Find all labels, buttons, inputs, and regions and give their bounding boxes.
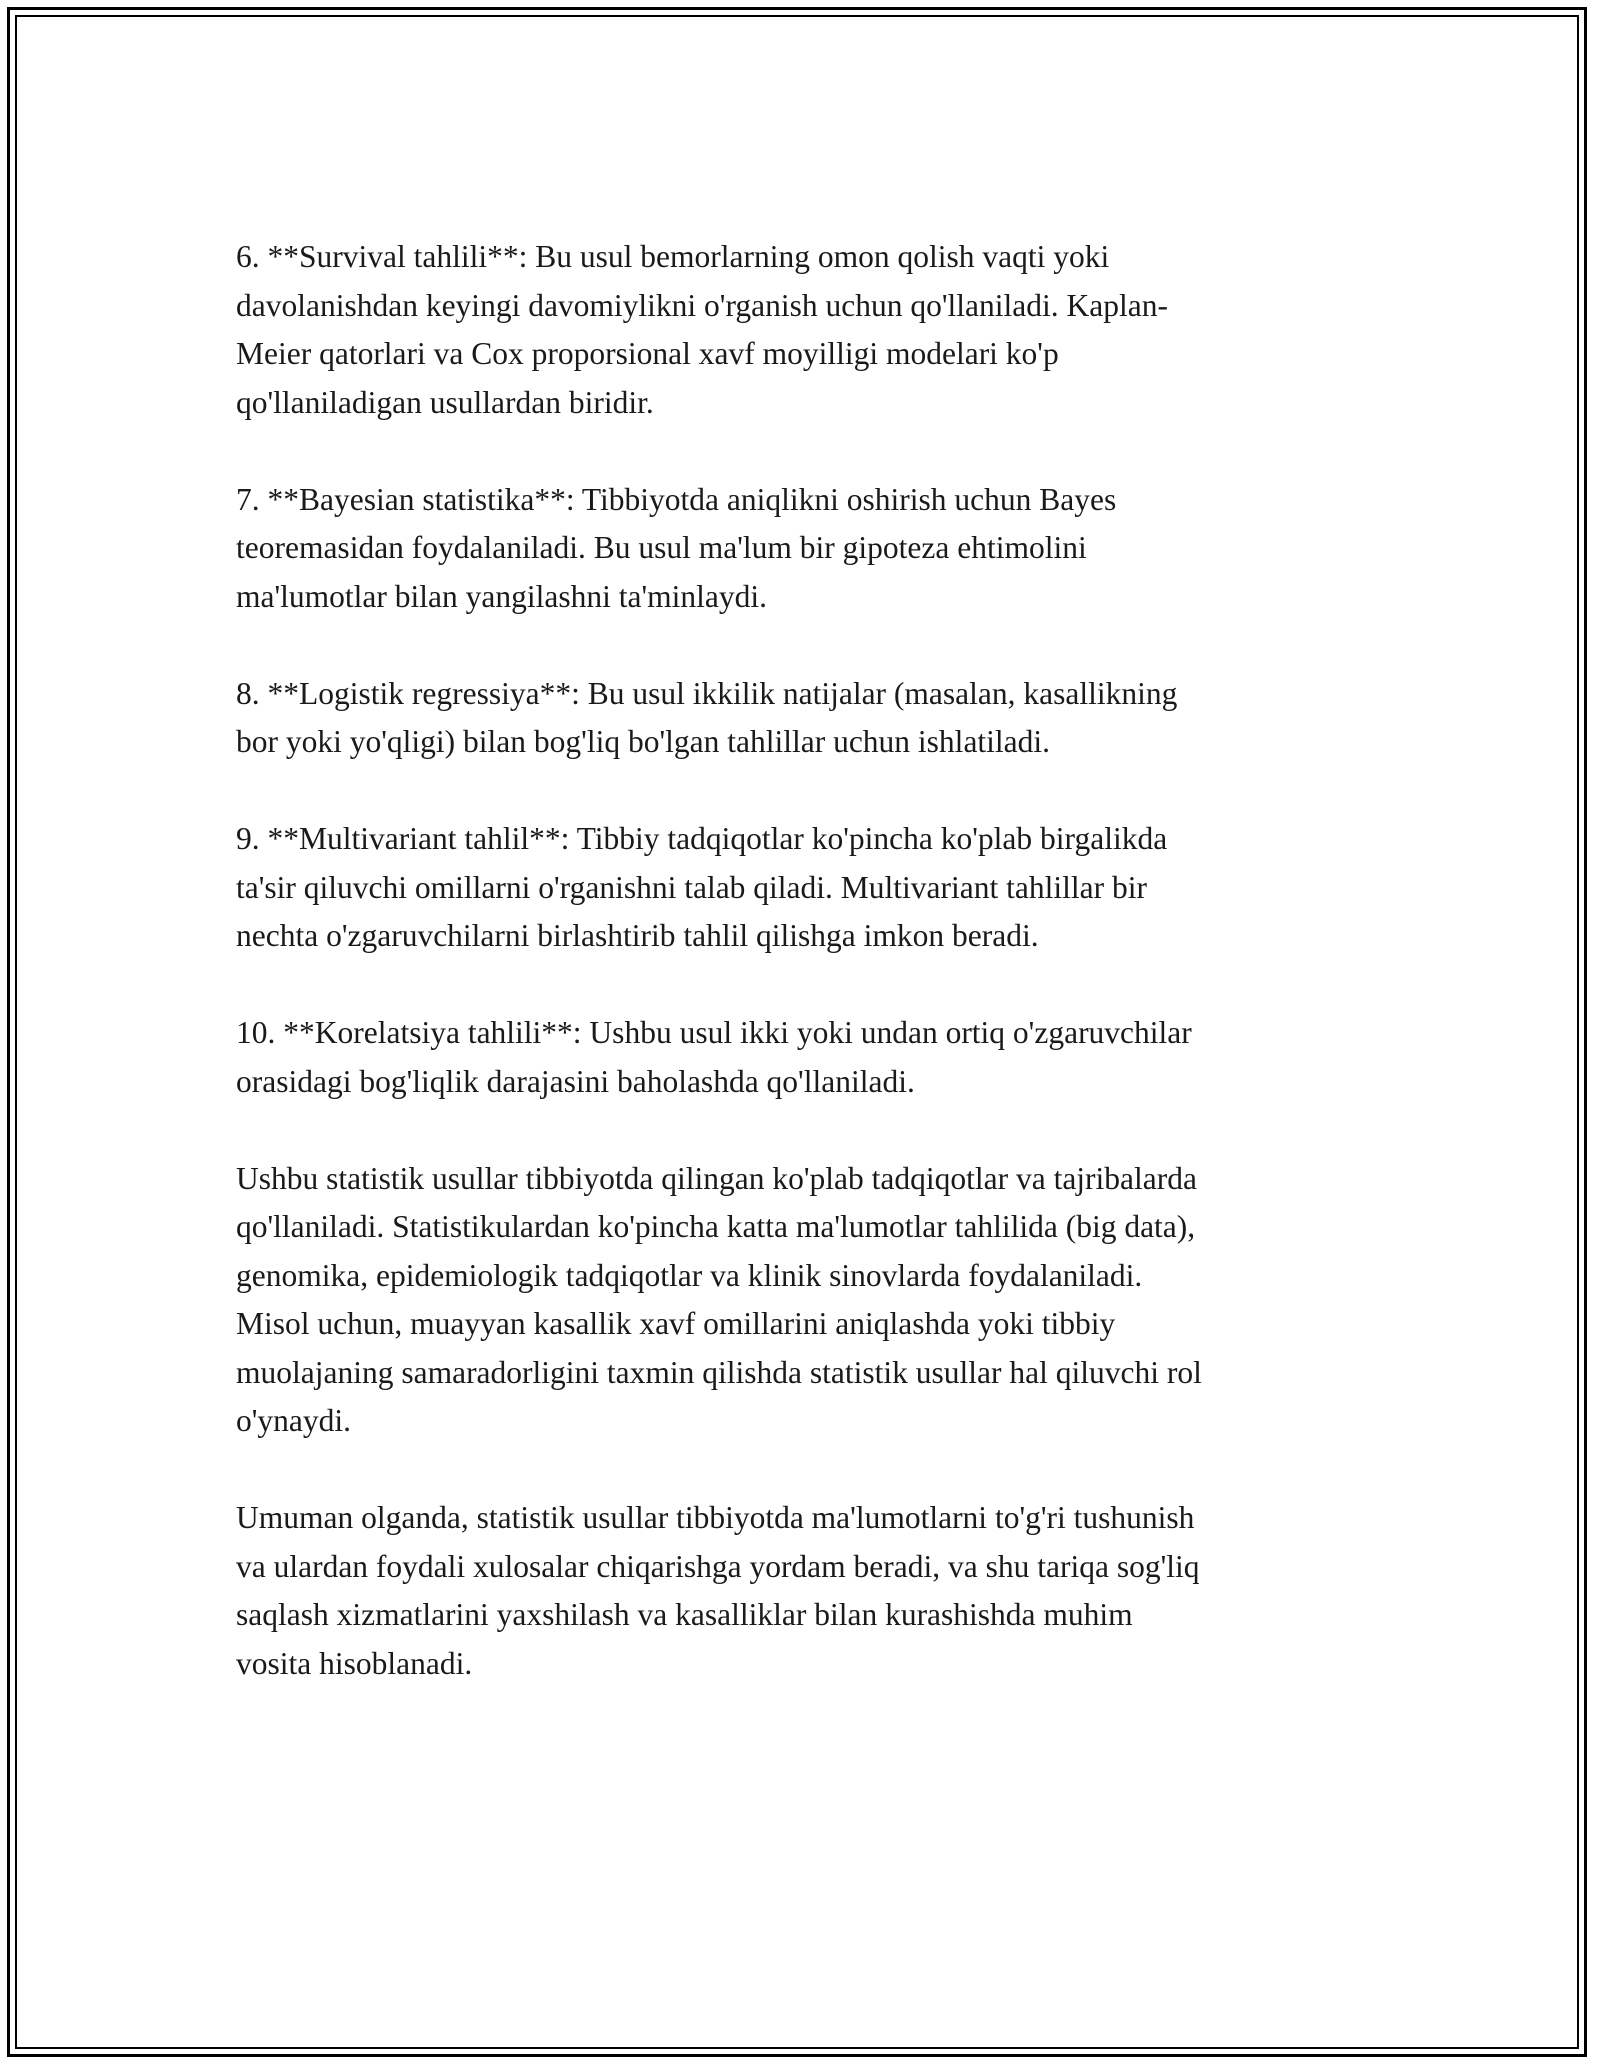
document-body [236,233,1376,1737]
paragraph-survival-analysis: 6. **Survival tahlili**: Bu usul bemorlarning omon qolish vaqti yoki davolanishdan keyingi davomiylikni o'rganish uchun qo'llaniladi. Kaplan- Meier qatorlari va Cox proporsional xavf moyilligi modelari ko'p qo'llaniladigan usullardan biridir. [236,239,1168,420]
paragraph-bayesian-statistics: 7. **Bayesian statistika**: Tibbiyotda aniqlikni oshirish uchun Bayes teoremasidan foydalaniladi. Bu usul ma'lum bir gipoteza ehtimolini ma'lumotlar bilan yangilashni ta'minlaydi. [236,481,1117,614]
paragraph-logistic-regression: 8. **Logistik regressiya**: Bu usul ikkilik natijalar (masalan, kasallikning bor yoki yo'qligi) bilan bog'liq bo'lgan tahlillar uchun ishlatiladi. [236,675,1178,759]
paragraph-applications: Ushbu statistik usullar tibbiyotda qilingan ko'plab tadqiqotlar va tajribalarda qo'llaniladi. Statistikulardan ko'pincha katta ma'lumotlar tahlilida (big data), genomika, epidemiologik tadqiqotlar va klinik sinovlarda foydalaniladi. Misol uchun, muayyan kasallik xavf omillarini aniqlashda yoki tibbiy muolajaning samaradorligini taxmin qilishda statistik usullar hal qiluvchi rol o'ynaydi. [236,1160,1202,1438]
paragraph-multivariate-analysis: 9. **Multivariant tahlil**: Tibbiy tadqiqotlar ko'pincha ko'plab birgalikda ta'sir qiluvchi omillarni o'rganishni talab qiladi. Multivariant tahlillar bir nechta o'zgaruvchilarni birlashtirib tahlil qilishga imkon beradi. [236,821,1168,953]
paragraph-correlation-analysis: 10. **Korelatsiya tahlili**: Ushbu usul ikki yoki undan ortiq o'zgaruvchilar orasidagi bog'liqlik darajasini baholashda qo'llaniladi. [236,1015,1192,1099]
paragraph-conclusion: Umuman olganda, statistik usullar tibbiyotda ma'lumotlarni to'g'ri tushunish va ulardan foydali xulosalar chiqarishga yordam beradi, va shu tariqa sog'liq saqlash xizmatlarini yaxshilash va kasalliklar bilan kurashishda muhim vosita hisoblanadi. [236,1500,1200,1681]
